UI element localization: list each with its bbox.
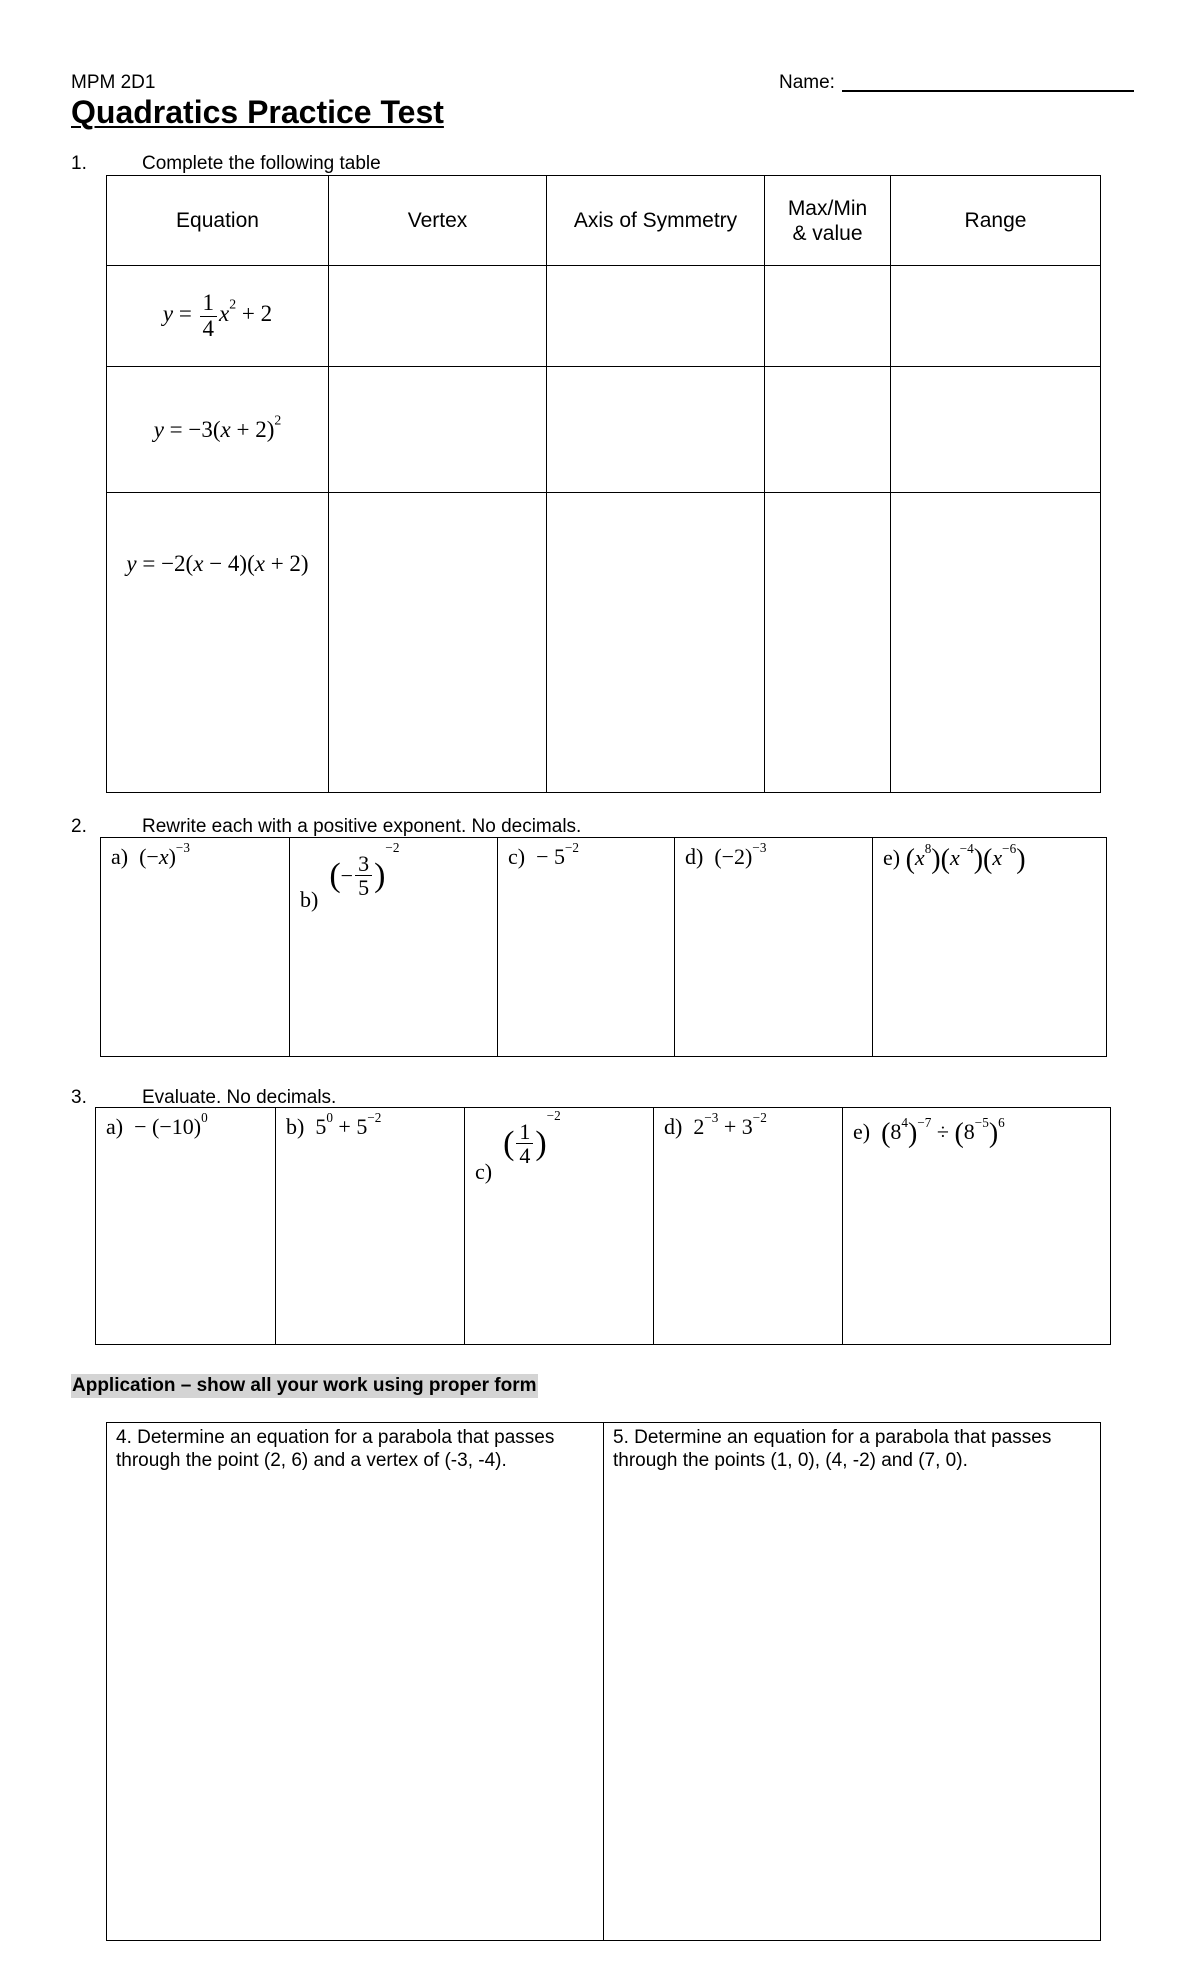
- q2-part-b[interactable]: b) (− $\frac{3}{5}$ )$^{-2}$: [290, 838, 498, 1057]
- q3-instruction: Evaluate. No decimals.: [142, 1087, 337, 1108]
- q3-part-e[interactable]: e) $(8^4)^{-7} \div (8^{-5})^6$: [843, 1108, 1111, 1345]
- q2-instruction: Rewrite each with a positive exponent. No decimals.: [142, 816, 582, 837]
- q3-part-a[interactable]: $a) - (-10)^0$: [96, 1108, 276, 1345]
- answer-cell[interactable]: [765, 367, 891, 493]
- equation-1: y = $\frac{1}{4}$ $x^2 + 2$: [107, 266, 329, 367]
- name-label: Name:: [779, 72, 835, 93]
- name-blank-line[interactable]: [842, 90, 1134, 92]
- application-table: [106, 1422, 1101, 1941]
- q5-text: 5. Determine an equation for a parabola that passes through the points (1, 0), (4, -2) and (7, 0).: [613, 1427, 1052, 1471]
- q1-row: [107, 367, 1101, 493]
- fraction-one-quarter: $\frac{1}{4}$: [200, 291, 218, 340]
- answer-cell[interactable]: [765, 493, 891, 793]
- col-header-maxmin: Max/Min & value: [765, 176, 891, 266]
- answer-cell[interactable]: [329, 493, 547, 793]
- answer-cell[interactable]: [765, 266, 891, 367]
- q1-row: [107, 493, 1101, 793]
- course-code: MPM 2D1: [71, 72, 156, 93]
- q2-part-c[interactable]: $c) - 5^{-2}$: [498, 838, 675, 1057]
- q3-table: [95, 1107, 1111, 1345]
- equation-2: $y = -3(x + 2)^2$: [107, 367, 329, 493]
- equation-3: y = −2(x − 4)(x + 2): [107, 493, 329, 793]
- answer-cell[interactable]: [547, 493, 765, 793]
- answer-cell[interactable]: [329, 367, 547, 493]
- q4-text: 4. Determine an equation for a parabola that passes through the point (2, 6) and a vertex of (-3, -4).: [116, 1427, 555, 1471]
- q4-box[interactable]: [107, 1423, 604, 1941]
- q1-table: [106, 175, 1101, 793]
- q2-table: [100, 837, 1107, 1057]
- q2-part-a[interactable]: a) $(-x)^{-3}$: [101, 838, 290, 1057]
- q2-part-e[interactable]: e) $(x^8)(x^{-4})(x^{-6})$: [873, 838, 1107, 1057]
- col-header-range: Range: [891, 176, 1101, 266]
- answer-cell[interactable]: [891, 266, 1101, 367]
- answer-cell[interactable]: [891, 493, 1101, 793]
- col-header-equation: Equation: [107, 176, 329, 266]
- q1-row: [107, 266, 1101, 367]
- answer-cell[interactable]: [891, 367, 1101, 493]
- q1-number: 1.: [71, 153, 87, 174]
- q3-part-d[interactable]: d) $2^{-3} + 3^{-2}$: [654, 1108, 843, 1345]
- q2-number: 2.: [71, 816, 87, 837]
- answer-cell[interactable]: [547, 367, 765, 493]
- answer-cell[interactable]: [547, 266, 765, 367]
- application-heading: Application – show all your work using proper form: [72, 1375, 537, 1396]
- q2-part-d[interactable]: d) $(-2)^{-3}$: [675, 838, 873, 1057]
- q3-part-b[interactable]: b) $5^0 + 5^{-2}$: [276, 1108, 465, 1345]
- q1-header-row: [107, 176, 1101, 266]
- q5-box[interactable]: [604, 1423, 1101, 1941]
- col-header-axis: Axis of Symmetry: [547, 176, 765, 266]
- page-title: Quadratics Practice Test: [71, 94, 444, 130]
- answer-cell[interactable]: [329, 266, 547, 367]
- col-header-vertex: Vertex: [329, 176, 547, 266]
- q3-number: 3.: [71, 1087, 87, 1108]
- q3-part-c[interactable]: c) ( $\frac{1}{4}$ )$^{-2}$: [465, 1108, 654, 1345]
- q1-instruction: Complete the following table: [142, 153, 381, 174]
